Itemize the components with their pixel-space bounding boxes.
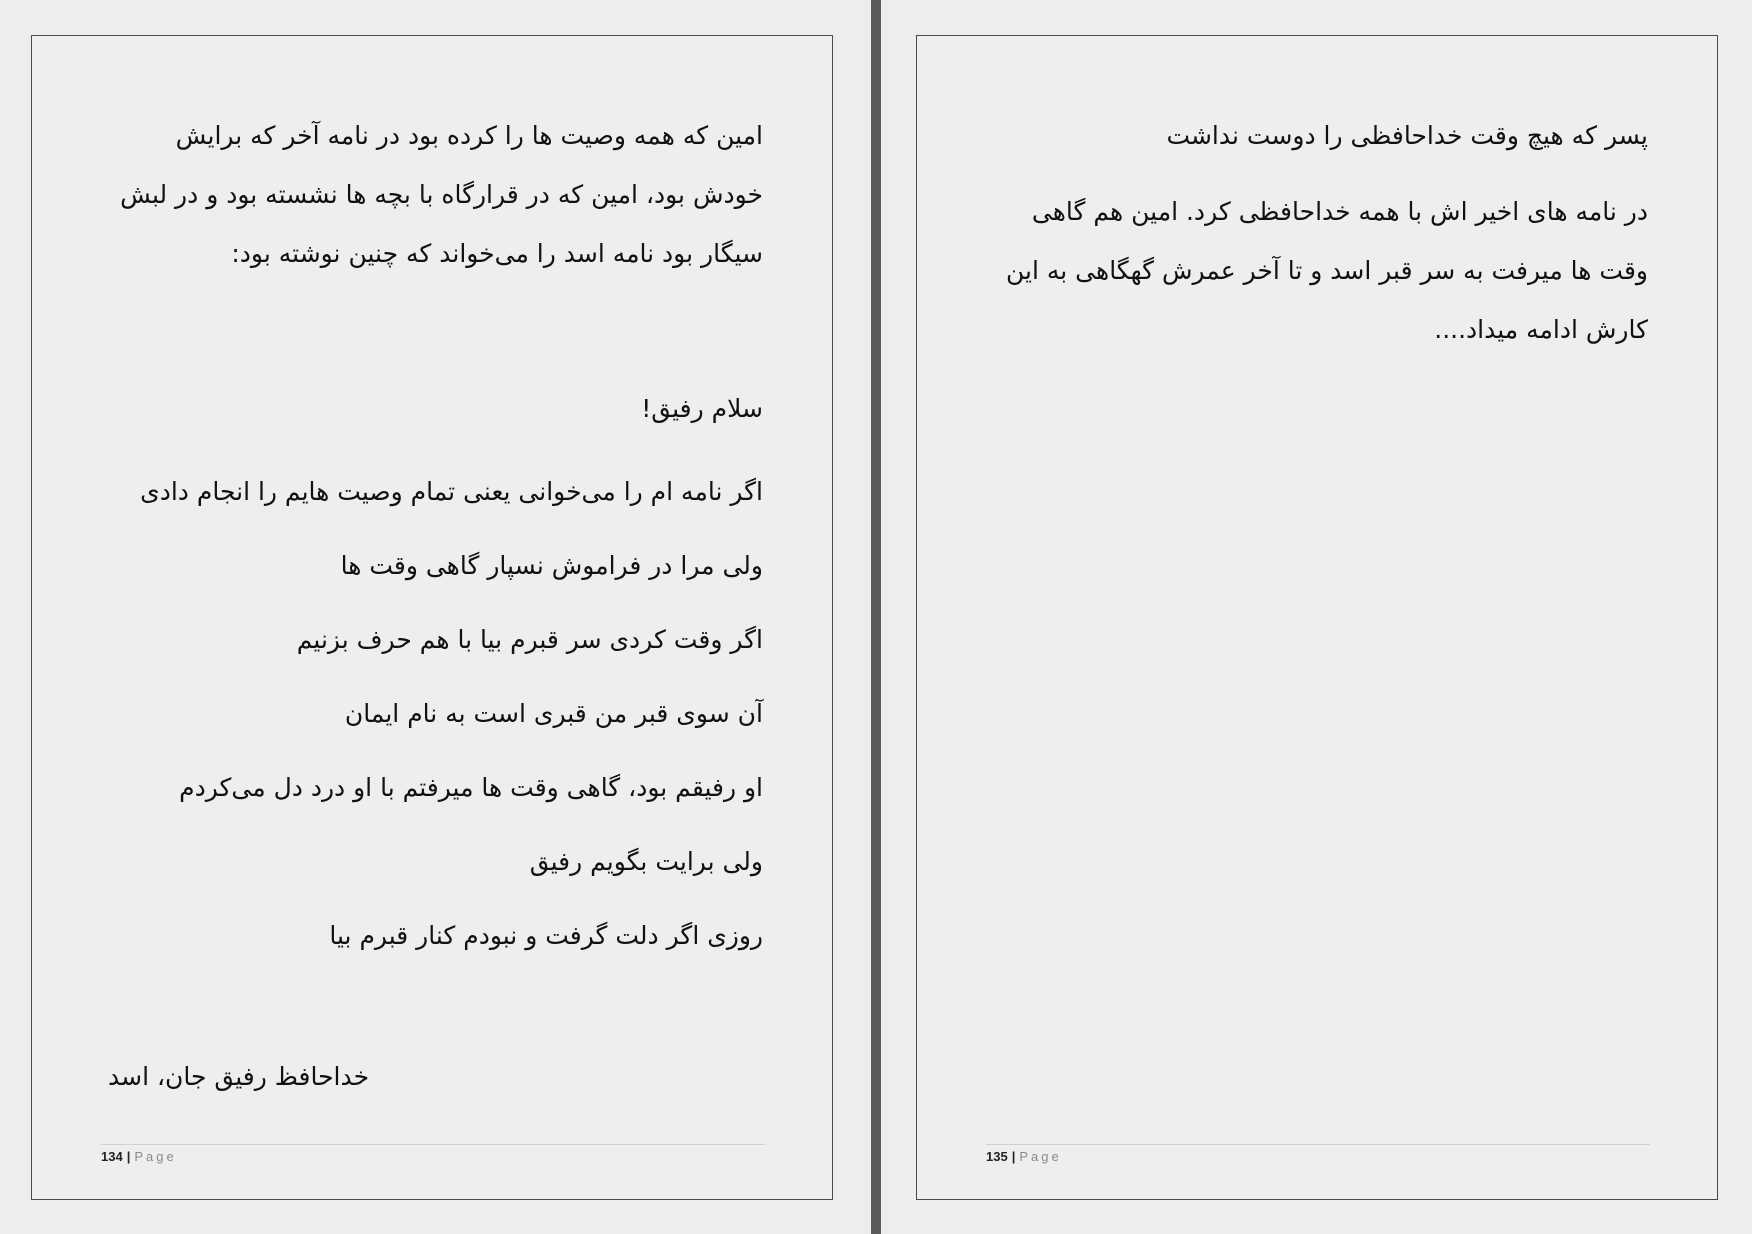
letter-signature (108, 1047, 369, 1106)
page-number: 135 (986, 1149, 1008, 1164)
page-label: Page (134, 1149, 177, 1164)
closing-paragraph (1006, 182, 1648, 359)
letter-greeting (641, 379, 763, 438)
paragraph-line: وقت ها میرفت به سر قبر اسد و تا آخر عمرش گهگاهی به این (1005, 256, 1648, 285)
page-footer (986, 1149, 1062, 1164)
intro-paragraph (120, 106, 763, 283)
book-spine-divider (871, 0, 881, 1234)
signature-line: خداحافظ رفیق جان، اسد (108, 1062, 370, 1091)
page-label: Page (1019, 1149, 1062, 1164)
paragraph-line: سیگار بود نامه اسد را می‌خواند که چنین نوشته بود: (231, 239, 763, 268)
paragraph-line: در نامه های اخیر اش با همه خداحافظی کرد. امین هم گاهی (1031, 197, 1648, 226)
page-134 (31, 35, 833, 1200)
letter-line: ولی برایت بگویم رفیق (529, 847, 763, 876)
footer-separator: | (1011, 1149, 1016, 1164)
paragraph-line: کارش ادامه میداد.... (1434, 315, 1648, 344)
paragraph-line: خودش بود، امین که در قرارگاه با بچه ها نشسته بود و در لبش (120, 180, 763, 209)
footer-separator: | (126, 1149, 131, 1164)
page-number: 134 (101, 1149, 123, 1164)
footer-divider (101, 1144, 765, 1145)
letter-line: ولی مرا در فراموش نسپار گاهی وقت ها (340, 551, 763, 580)
letter-line: آن سوی قبر من قبری است به نام ایمان (344, 699, 763, 728)
paragraph-line: امین که همه وصیت ها را کرده بود در نامه آخر که برایش (175, 121, 763, 150)
letter-line: او رفیقم بود، گاهی وقت ها میرفتم با او درد دل می‌کردم (179, 773, 763, 802)
letter-line: اگر وقت کردی سر قبرم بیا با هم حرف بزنیم (296, 625, 763, 654)
letter-line: روزی اگر دلت گرفت و نبودم کنار قبرم بیا (329, 921, 763, 950)
letter-line: اگر نامه ام را می‌خوانی یعنی تمام وصیت هایم را انجام دادی (140, 477, 763, 506)
letter-body (140, 455, 763, 973)
page-135 (916, 35, 1718, 1200)
title-line: پسر که هیچ وقت خداحافظی را دوست نداشت (1166, 121, 1648, 150)
footer-divider (986, 1144, 1650, 1145)
greeting-line: سلام رفیق! (641, 394, 763, 423)
page-footer (101, 1149, 177, 1164)
chapter-line (1166, 106, 1648, 165)
